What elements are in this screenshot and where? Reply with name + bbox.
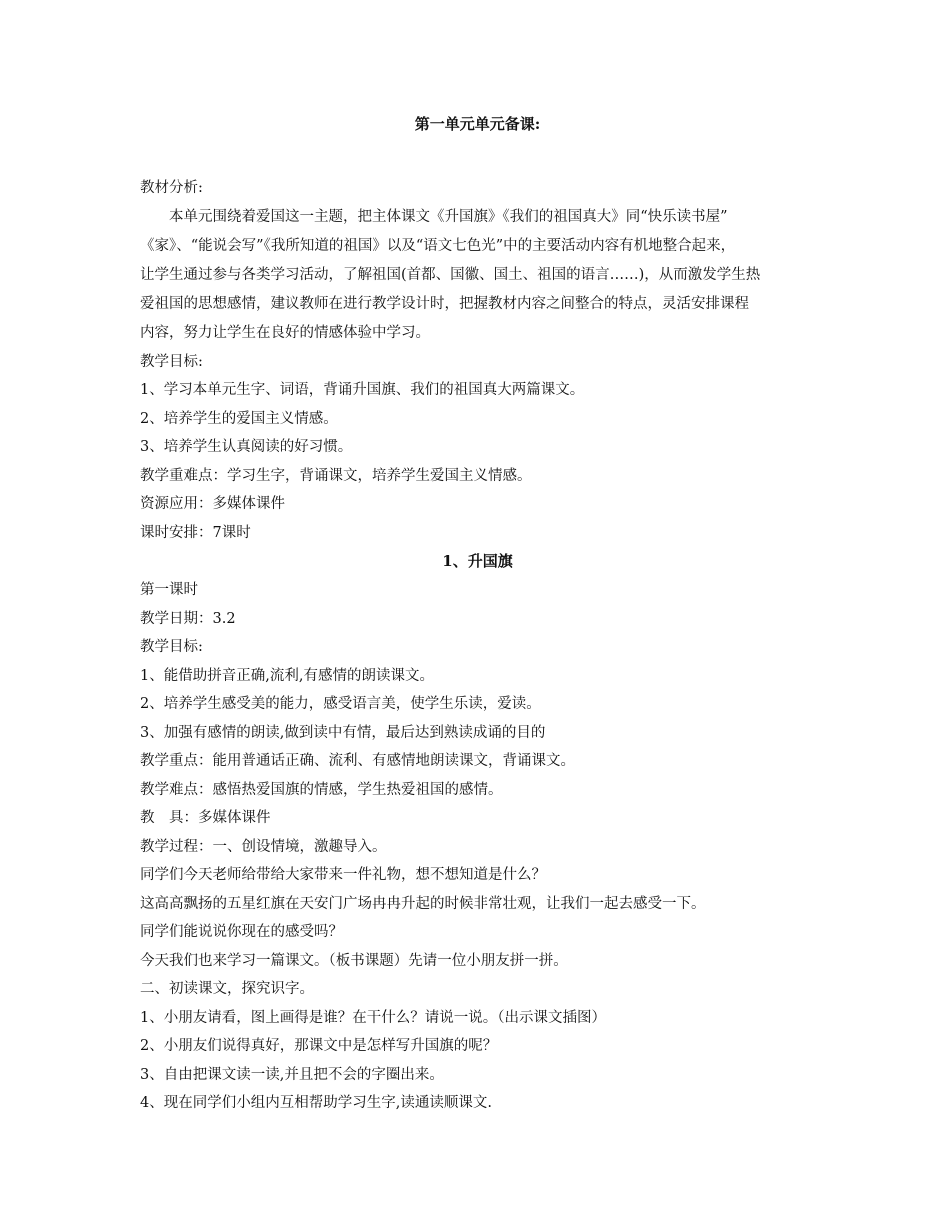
unit-goal-item: 2、培养学生的爱国主义情感。 [140, 410, 338, 427]
lesson-goals-label: 教学目标: [140, 639, 203, 655]
lesson-period: 第一课时 [140, 582, 198, 598]
analysis-line: 本单元围绕着爱国这一主题，把主体课文《升国旗》《我们的祖国真大》同“快乐读书屋” [169, 208, 728, 225]
spacer [140, 138, 815, 174]
process-line: 1、小朋友请看，图上画得是谁？在干什么？请说一说。（出示课文插图） [140, 1009, 606, 1026]
document-page [140, 110, 815, 1118]
analysis-line: 爱祖国的思想感情，建议教师在进行教学设计时，把握教材内容之间整合的特点，灵活安排课程 [140, 295, 749, 312]
unit-goals-label: 教学目标: [140, 353, 203, 370]
process-line: 同学们能说说你现在的感受吗？ [140, 924, 343, 940]
process-line: 同学们今天老师给带给大家带来一件礼物，想不想知道是什么？ [140, 867, 546, 883]
unit-resources: 资源应用：多媒体课件 [140, 496, 285, 512]
lesson-tools: 教 具：多媒体课件 [140, 810, 271, 826]
analysis-line: 内容，努力让学生在良好的情感体验中学习。 [140, 324, 430, 341]
lesson-title: 1、升国旗 [442, 552, 513, 570]
lesson-key-point: 教学重点：能用普通话正确、流利、有感情地朗读课文，背诵课文。 [140, 753, 575, 769]
unit-goal-item: 1、学习本单元生字、词语，背诵升国旗、我们的祖国真大两篇课文。 [140, 382, 585, 398]
lesson-goal-item: 1、能借助拼音正确,流利,有感情的朗读课文。 [140, 667, 434, 684]
analysis-line: 《家》、“能说会写”《我所知道的祖国》以及“语文七色光”中的主要活动内容有机地整合起来， [140, 237, 736, 254]
lesson-date: 教学日期：3.2 [140, 610, 236, 627]
lesson-goal-item: 3、加强有感情的朗读,做到读中有情，最后达到熟读成诵的目的 [140, 724, 546, 741]
lesson-goal-item: 2、培养学生感受美的能力，感受语言美，使学生乐读，爱读。 [140, 696, 541, 712]
unit-schedule: 课时安排：7课时 [140, 524, 251, 541]
analysis-line: 让学生通过参与各类学习活动，了解祖国(首都、国徽、国土、祖国的语言……)，从而激发学生热 [140, 266, 761, 283]
process-line: 二、初读课文，探究识字。 [140, 981, 314, 997]
unit-key-points: 教学重难点：学习生字，背诵课文，培养学生爱国主义情感。 [140, 467, 532, 484]
process-line: 今天我们也来学习一篇课文。（板书课题）先请一位小朋友拼一拼。 [140, 952, 568, 969]
process-line: 3、自由把课文读一读,并且把不会的字圈出来。 [140, 1066, 444, 1083]
unit-title: 第一单元单元备课: [414, 115, 541, 133]
analysis-paragraph [140, 203, 815, 348]
unit-goal-item: 3、培养学生认真阅读的好习惯。 [140, 439, 353, 455]
process-line: 这高高飘扬的五星红旗在天安门广场冉冉升起的时候非常壮观，让我们一起去感受一下。 [140, 895, 706, 912]
process-line: 4、现在同学们小组内互相帮助学习生字,读通读顺课文. [140, 1095, 492, 1111]
analysis-label: 教材分析: [140, 180, 203, 196]
lesson-difficulty: 教学难点：感悟热爱国旗的情感，学生热爱祖国的感情。 [140, 781, 503, 798]
process-line: 2、小朋友们说得真好，那课文中是怎样写升国旗的呢？ [140, 1038, 498, 1054]
process-line: 教学过程：一、创设情境，激趣导入。 [140, 838, 387, 855]
